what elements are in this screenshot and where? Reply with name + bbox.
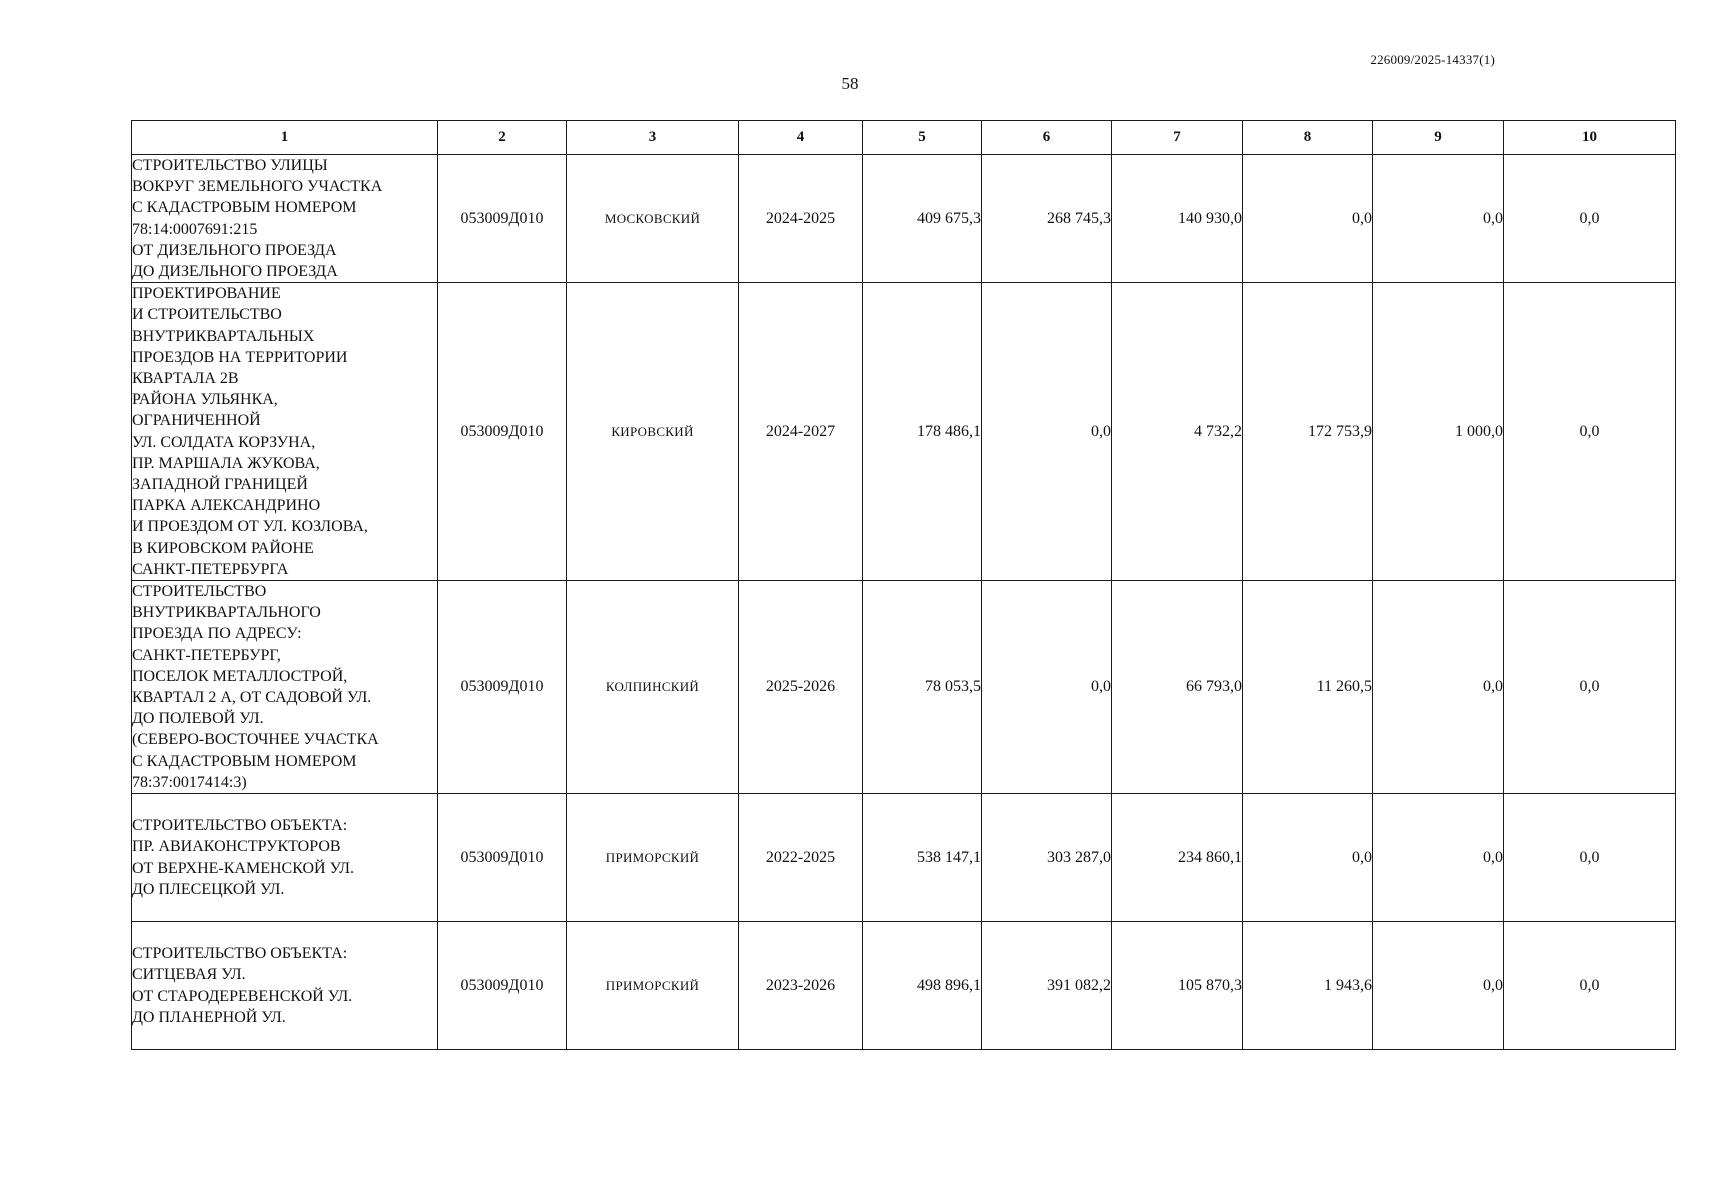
- district-cell: ПРИМОРСКИЙ: [567, 922, 739, 1050]
- value-cell-6: 391 082,2: [982, 922, 1112, 1050]
- value-cell-7: 140 930,0: [1112, 155, 1243, 283]
- column-header-1: 1: [132, 121, 438, 155]
- code-cell: 053009Д010: [438, 155, 567, 283]
- value-cell-7: 105 870,3: [1112, 922, 1243, 1050]
- column-header-6: 6: [982, 121, 1112, 155]
- value-cell-10: 0,0: [1504, 283, 1676, 581]
- column-header-3: 3: [567, 121, 739, 155]
- value-cell-5: 409 675,3: [863, 155, 982, 283]
- value-cell-8: 1 943,6: [1243, 922, 1373, 1050]
- value-cell-8: 0,0: [1243, 155, 1373, 283]
- value-cell-5: 178 486,1: [863, 283, 982, 581]
- table-row: [132, 155, 1676, 283]
- value-cell-10: 0,0: [1504, 794, 1676, 922]
- object-name-cell: СТРОИТЕЛЬСТВО ОБЪЕКТА: ПР. АВИАКОНСТРУКТОРОВ ОТ ВЕРХНЕ-КАМЕНСКОЙ УЛ. ДО ПЛЕСЕЦКОЙ УЛ.: [132, 794, 438, 922]
- object-name-cell: СТРОИТЕЛЬСТВО ВНУТРИКВАРТАЛЬНОГО ПРОЕЗДА ПО АДРЕСУ: САНКТ-ПЕТЕРБУРГ, ПОСЕЛОК МЕТАЛЛОСТРОЙ, КВАРТАЛ 2 А, ОТ САДОВОЙ УЛ. ДО ПОЛЕВОЙ УЛ. (СЕВЕРО-ВОСТОЧНЕЕ УЧАСТКА С КАДАСТРОВЫМ НОМЕРОМ 78:37:0017414:3): [132, 581, 438, 794]
- column-header-2: 2: [438, 121, 567, 155]
- district-cell: КОЛПИНСКИЙ: [567, 581, 739, 794]
- table-row: [132, 283, 1676, 581]
- period-cell: 2024-2027: [739, 283, 863, 581]
- district-cell: КИРОВСКИЙ: [567, 283, 739, 581]
- value-cell-7: 4 732,2: [1112, 283, 1243, 581]
- table-header-row: [132, 121, 1676, 155]
- column-header-9: 9: [1373, 121, 1504, 155]
- period-cell: 2022-2025: [739, 794, 863, 922]
- value-cell-8: 11 260,5: [1243, 581, 1373, 794]
- table-row: [132, 581, 1676, 794]
- table-row: [132, 794, 1676, 922]
- column-header-8: 8: [1243, 121, 1373, 155]
- object-name-cell: ПРОЕКТИРОВАНИЕ И СТРОИТЕЛЬСТВО ВНУТРИКВАРТАЛЬНЫХ ПРОЕЗДОВ НА ТЕРРИТОРИИ КВАРТАЛА 2В РАЙОНА УЛЬЯНКА, ОГРАНИЧЕННОЙ УЛ. СОЛДАТА КОРЗУНА, ПР. МАРШАЛА ЖУКОВА, ЗАПАДНОЙ ГРАНИЦЕЙ ПАРКА АЛЕКСАНДРИНО И ПРОЕЗДОМ ОТ УЛ. КОЗЛОВА, В КИРОВСКОМ РАЙОНЕ САНКТ-ПЕТЕРБУРГА: [132, 283, 438, 581]
- value-cell-7: 66 793,0: [1112, 581, 1243, 794]
- period-cell: 2024-2025: [739, 155, 863, 283]
- value-cell-6: 0,0: [982, 581, 1112, 794]
- value-cell-9: 0,0: [1373, 155, 1504, 283]
- value-cell-10: 0,0: [1504, 581, 1676, 794]
- district-cell: ПРИМОРСКИЙ: [567, 794, 739, 922]
- value-cell-8: 0,0: [1243, 794, 1373, 922]
- value-cell-6: 0,0: [982, 283, 1112, 581]
- value-cell-10: 0,0: [1504, 155, 1676, 283]
- object-name-cell: СТРОИТЕЛЬСТВО ОБЪЕКТА: СИТЦЕВАЯ УЛ. ОТ СТАРОДЕРЕВЕНСКОЙ УЛ. ДО ПЛАНЕРНОЙ УЛ.: [132, 922, 438, 1050]
- budget-table: [131, 120, 1676, 1050]
- district-cell: МОСКОВСКИЙ: [567, 155, 739, 283]
- value-cell-6: 303 287,0: [982, 794, 1112, 922]
- period-cell: 2025-2026: [739, 581, 863, 794]
- code-cell: 053009Д010: [438, 922, 567, 1050]
- table-row: [132, 922, 1676, 1050]
- value-cell-9: 1 000,0: [1373, 283, 1504, 581]
- value-cell-10: 0,0: [1504, 922, 1676, 1050]
- column-header-7: 7: [1112, 121, 1243, 155]
- value-cell-8: 172 753,9: [1243, 283, 1373, 581]
- value-cell-5: 538 147,1: [863, 794, 982, 922]
- value-cell-9: 0,0: [1373, 922, 1504, 1050]
- object-name-cell: СТРОИТЕЛЬСТВО УЛИЦЫ ВОКРУГ ЗЕМЕЛЬНОГО УЧАСТКА С КАДАСТРОВЫМ НОМЕРОМ 78:14:0007691:215 ОТ ДИЗЕЛЬНОГО ПРОЕЗДА ДО ДИЗЕЛЬНОГО ПРОЕЗДА: [132, 155, 438, 283]
- column-header-4: 4: [739, 121, 863, 155]
- value-cell-5: 498 896,1: [863, 922, 982, 1050]
- value-cell-7: 234 860,1: [1112, 794, 1243, 922]
- code-cell: 053009Д010: [438, 581, 567, 794]
- value-cell-5: 78 053,5: [863, 581, 982, 794]
- period-cell: 2023-2026: [739, 922, 863, 1050]
- value-cell-9: 0,0: [1373, 581, 1504, 794]
- value-cell-6: 268 745,3: [982, 155, 1112, 283]
- code-cell: 053009Д010: [438, 794, 567, 922]
- document-number: 226009/2025-14337(1): [1370, 52, 1495, 67]
- column-header-10: 10: [1504, 121, 1676, 155]
- value-cell-9: 0,0: [1373, 794, 1504, 922]
- column-header-5: 5: [863, 121, 982, 155]
- code-cell: 053009Д010: [438, 283, 567, 581]
- page-number: 58: [841, 74, 859, 93]
